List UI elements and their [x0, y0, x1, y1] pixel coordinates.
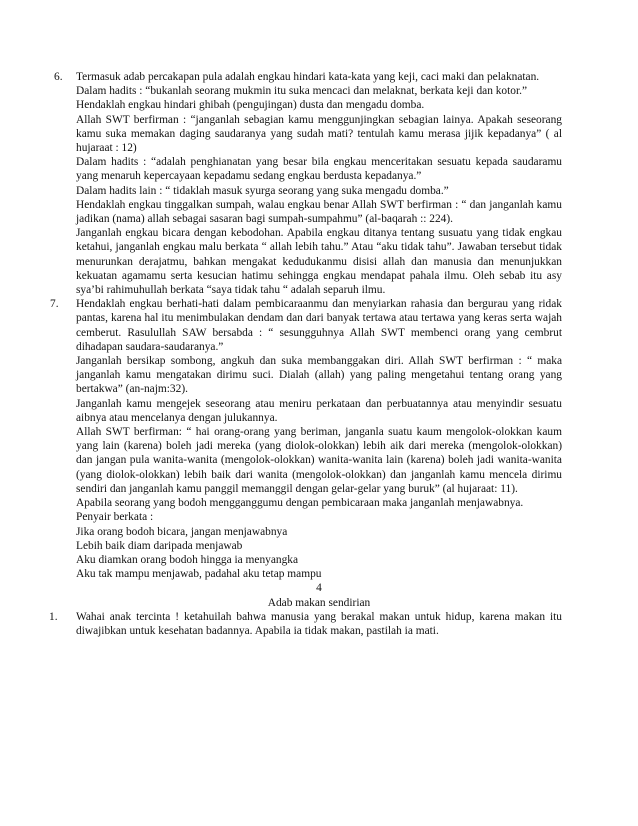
paragraph: Hendaklah engkau tinggalkan sumpah, walau engkau benar Allah SWT berfirman : “ dan janganlah kamu jadikan (nama) allah sebagai sasaran bagi sumpah-sumpahmu” (al-baqarah :: 224). — [76, 198, 562, 226]
paragraph: Penyair berkata : — [76, 511, 154, 524]
paragraph: Allah SWT berfirman : “janganlah sebagian kamu menggunjingkan sebagian lainya. Apakah seseorang kamu suka memakan daging saudaranya yang sudah mati? tentulah kamu merasa jijik kepadanya” ( al hujaraat : 12) — [76, 113, 562, 155]
paragraph: Dalam hadits : “bukanlah seorang mukmin itu suka mencaci dan melaknat, berkata keji dan kotor.” — [76, 85, 528, 98]
poem-line: Jika orang bodoh bicara, jangan menjawabnya — [76, 525, 288, 538]
poem-line: Aku diamkan orang bodoh hingga ia menyangka — [76, 553, 299, 566]
poem-line: Lebih baik diam daripada menjawab — [76, 539, 243, 552]
poem-line: Aku tak mampu menjawab, padahal aku tetap mampu — [76, 568, 322, 581]
paragraph: Wahai anak tercinta ! ketahuilah bahwa manusia yang berakal makan untuk hidup, karena makan itu diwajibkan untuk kesehatan badannya. Apabila ia tidak makan, pastilah ia mati. — [76, 610, 562, 637]
list-item-1 — [49, 610, 562, 638]
list-number: 1. — [49, 610, 58, 623]
paragraph: Hendaklah engkau berhati-hati dalam pembicaraanmu dan menyiarkan rahasia dan bergurau yang ridak pantas, karena hal itu menimbulakan dendam dan dari banyak tertawa atau tertawa yang keras serta wajah cemberut. Rasulullah SAW bersabda : “ sesungguhnya Allah SWT membenci orang yang cembrut dihadapan saudara-saudaranya.” — [76, 298, 562, 353]
paragraph: Termasuk adab percakapan pula adalah engkau hindari kata-kata yang keji, caci maki dan pelaknatan. — [76, 71, 540, 83]
paragraph: Janganlah bersikap sombong, angkuh dan suka membanggakan diri. Allah SWT berfirman : “ maka janganlah kamu mengatakan dirimu suci. Dialah (allah) yang paling mengetahui tentang orang yang bertakwa” (an-najm:32). — [76, 355, 562, 396]
page-number: 4 — [316, 582, 322, 595]
paragraph: Apabila seorang yang bodoh mengganggumu dengan pembicaraan maka janganlah menjawabnya. — [76, 497, 524, 510]
paragraph: Allah SWT berfirman: “ hai orang-orang yang beriman, janganla suatu kaum mengolok-olokkan kaum yang lain (karena) boleh jadi mereka (yang diolok-olokkan) lebih aik dari mereka (mengolok-olokkan) dan jangan pula wanita-wanita (mengolok-olokkan) wanita-wanita lain (karena) boleh jadi wanita-wanita (yang diolok-olokkan) lebih baik dari wanita (mengolok-olokkan) dan janganlah kamu mencela dirimu sendiri dan janganlah kamu panggil memanggil dengan gelar-gelar yang buruk” (al hujaraat: 11). — [76, 426, 562, 495]
list-number: 7. — [50, 298, 59, 311]
list-item-7 — [50, 297, 562, 581]
paragraph: Janganlah engkau bicara dengan kebodohan. Apabila engkau ditanya tentang susuatu yang tidak engkau ketahui, janganlah engkau malu berkata “ allah lebih tahu.” Atau “aku tidak tahu”. Jawaban tersebut tidak menurunkan derajatmu, bahkan mengakat kedudukanmu disisi allah dan manusia dan menunjukkan kekuatan agamamu serta kesucian hatimu sehingga engkau mendapat pahala ilmu. Oleh sebab itu asy sya’bi rahimuhullah berkata “saya tidak tahu “ adalah separuh ilmu. — [76, 227, 562, 297]
paragraph: Dalam hadits lain : “ tidaklah masuk syurga seorang yang suka mengadu domba.” — [76, 184, 449, 197]
paragraph: Dalam hadits : “adalah penghianatan yang besar bila engkau menceritakan sesuatu kepada saudaramu yang menaruh kepercayaan kepadamu sedang engkau berdusta kepadanya.” — [76, 156, 562, 183]
paragraph: Hendaklah engkau hindari ghibah (pengujingan) dusta dan mengadu domba. — [76, 99, 425, 112]
list-item-6 — [54, 70, 562, 297]
document-page — [0, 70, 638, 638]
paragraph: Janganlah kamu mengejek seseorang atau meniru perkataan dan perbuatannya atau menyindir sesuatu aibnya atau mencelanya dengan julukannya. — [76, 397, 562, 424]
section-title: Adab makan sendirian — [267, 596, 371, 609]
list-number: 6. — [54, 71, 63, 83]
